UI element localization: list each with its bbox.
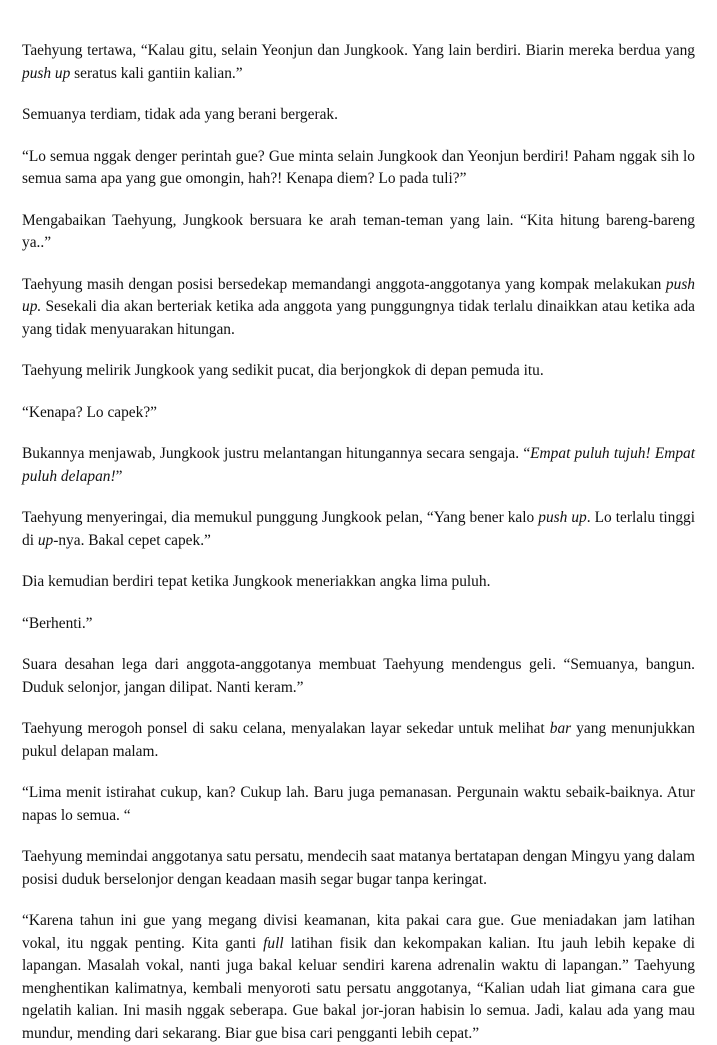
paragraph (22, 146, 695, 191)
text-run: Bukannya menjawab, Jungkook justru melantangan hitungannya secara sengaja. “ (22, 445, 531, 462)
italic-text: up (37, 531, 54, 549)
text-run: Taehyung tertawa, “Kalau gitu, selain Yeonjun dan Jungkook. Yang lain berdiri. Biarin mereka berdua yang (22, 42, 695, 59)
paragraph (22, 210, 695, 255)
text-run: Dia kemudian berdiri tepat ketika Jungkook meneriakkan angka lima puluh. (22, 573, 491, 590)
text-run: “Lima menit istirahat cukup, kan? Cukup lah. Baru juga pemanasan. Pergunain waktu sebaik-baiknya. Atur napas lo semua. “ (22, 784, 695, 824)
paragraph (22, 360, 695, 383)
text-run: “Kenapa? Lo capek?” (22, 403, 157, 421)
paragraph (22, 104, 695, 127)
italic-text: Empat puluh tujuh! Empat puluh delapan! (22, 445, 696, 485)
text-run: . Lo terlalu tinggi di (22, 509, 695, 549)
paragraph (22, 571, 695, 594)
italic-text: full (263, 934, 284, 952)
paragraph (22, 402, 695, 425)
paragraph (22, 507, 695, 552)
italic-text: push up (538, 509, 587, 526)
text-run: Taehyung masih dengan posisi bersedekap memandangi anggota-anggotanya yang kompak melakukan (22, 275, 666, 293)
italic-text: bar (549, 720, 572, 737)
text-run: Taehyung memindai anggotanya satu persatu, mendecih saat matanya bertatapan dengan Mingyu yang dalam posisi duduk berselonjor dengan keadaan masih segar bugar tanpa keringat. (22, 848, 695, 888)
paragraph (22, 910, 695, 1045)
paragraph (22, 274, 695, 342)
text-run: ” (115, 467, 123, 485)
paragraph (22, 782, 695, 827)
text-run: Taehyung merogoh ponsel di saku celana, menyalakan layar sekedar untuk melihat (22, 720, 550, 737)
paragraph (22, 40, 695, 85)
text-run: “Karena tahun ini gue yang megang divisi keamanan, kita pakai cara gue. Gue meniadakan jam latihan vokal, itu nggak penting. Kita ganti (22, 912, 695, 952)
text-run: Taehyung melirik Jungkook yang sedikit pucat, dia berjongkok di depan pemuda itu. (22, 362, 544, 379)
text-run: latihan fisik dan kekompakan kalian. Itu jauh lebih kepake di lapangan. Masalah vokal, nanti juga bakal keluar sendiri karena adrenalin waktu di lapangan.” Taehyung menghentikan kalimatnya, kembali menyoroti satu persatu anggotanya, “Kalian udah liat gimana cara gue ngelatih kalian. Ini masih nggak seberapa. Gue bakal jor-joran habisin lo semua. Jadi, kalau ada yang mau mundur, mending dari sekarang. Biar gue bisa cari pengganti lebih cepat.” (22, 934, 695, 1042)
text-run: Sesekali dia akan berteriak ketika ada anggota yang punggungnya tidak terlalu dinaikkan atau ketika ada yang tidak menyuarakan hitungan. (22, 298, 695, 338)
paragraph (22, 443, 695, 488)
text-run: seratus kali gantiin kalian.” (70, 64, 243, 82)
text-run: Mengabaikan Taehyung, Jungkook bersuara ke arah teman-teman yang lain. “Kita hitung bareng-bareng ya..” (22, 211, 695, 251)
paragraph (22, 654, 695, 699)
italic-text: push up (22, 64, 71, 82)
text-run: Semuanya terdiam, tidak ada yang berani bergerak. (22, 106, 338, 123)
text-run: Suara desahan lega dari anggota-anggotanya membuat Taehyung mendengus geli. “Semuanya, bangun. Duduk selonjor, jangan dilipat. Nanti keram.” (22, 656, 695, 696)
text-run: -nya. Bakal cepet capek.” (53, 531, 211, 549)
text-run: Taehyung menyeringai, dia memukul punggung Jungkook pelan, “Yang bener kalo (22, 509, 539, 526)
paragraph (22, 846, 695, 891)
text-run: “Lo semua nggak denger perintah gue? Gue minta selain Jungkook dan Yeonjun berdiri! Paham nggak sih lo semua sama apa yang gue omongin, hah?! Kenapa diem? Lo pada tuli?” (22, 147, 695, 187)
text-run: yang menunjukkan pukul delapan malam. (22, 720, 695, 760)
text-run: “Berhenti.” (22, 614, 93, 632)
paragraph (22, 613, 695, 636)
italic-text: push up. (22, 275, 695, 315)
paragraph (22, 718, 695, 763)
